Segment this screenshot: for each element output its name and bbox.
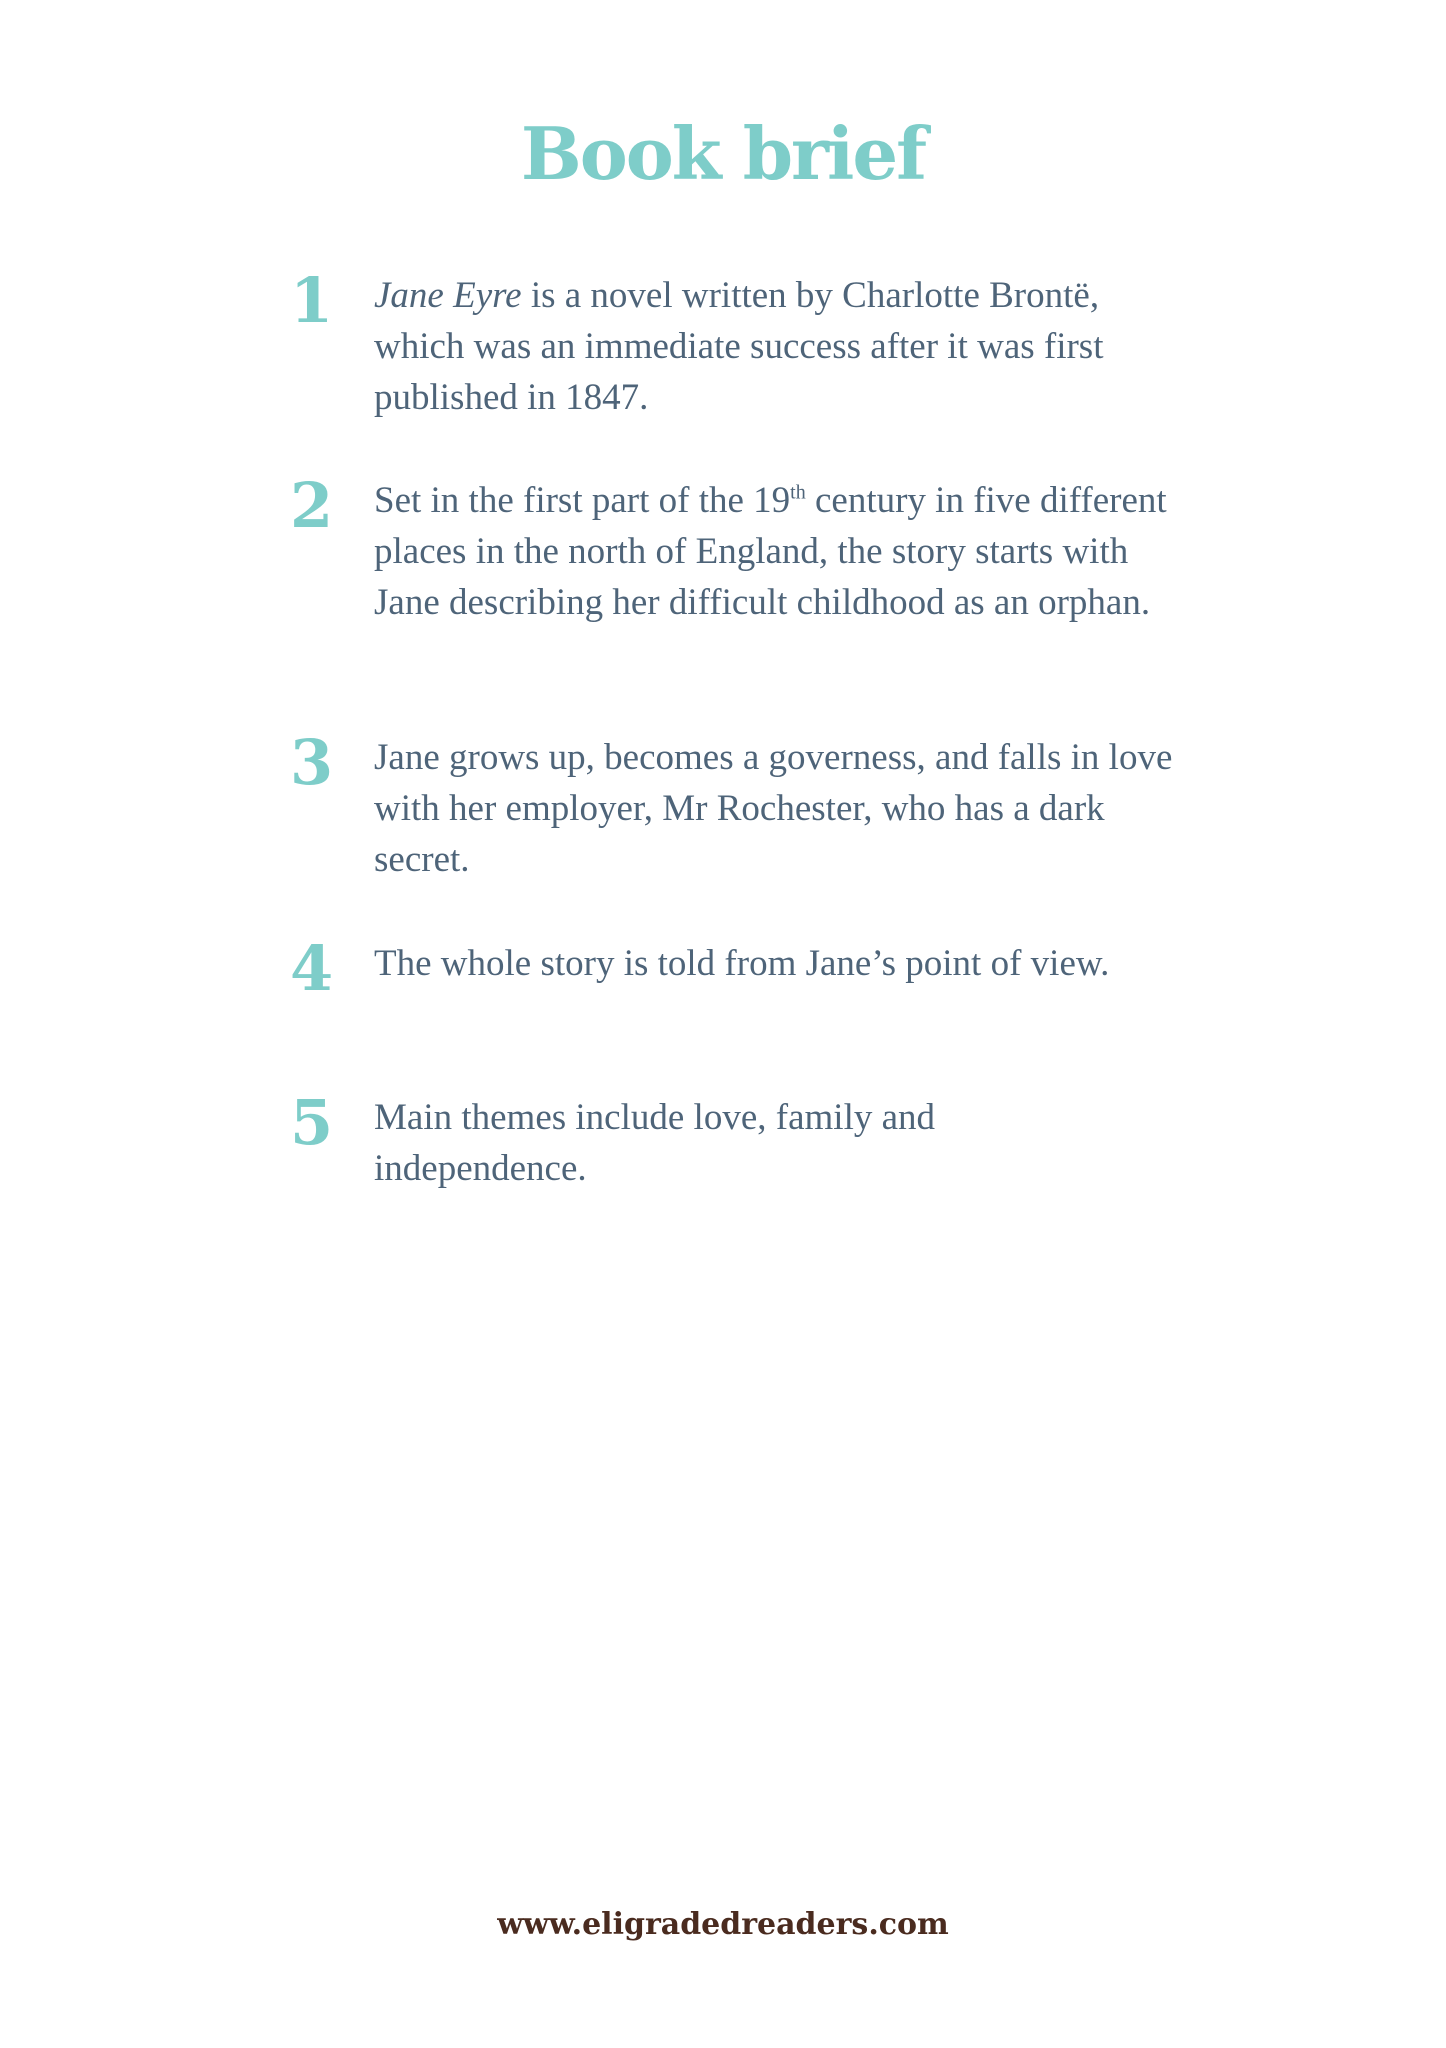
item-text: The whole story is told from Jane’s point of view. — [374, 943, 1110, 984]
item-number: 3 — [290, 726, 334, 799]
book-title: Jane Eyre — [374, 275, 522, 316]
item-text: Jane Eyre is a novel written by Charlotte Brontë, which was an immediate success after it was first published in 1847. — [374, 275, 1104, 418]
item-number: 2 — [290, 469, 334, 542]
ordinal-suffix: th — [790, 481, 806, 504]
item-number: 5 — [290, 1086, 334, 1159]
item-text: Set in the first part of the 19th century in five different places in the north of England, the story starts with Jane describing her difficult childhood as an orphan. — [374, 480, 1167, 623]
item-number: 4 — [290, 932, 334, 1005]
page-title: Book brief — [520, 111, 926, 196]
website-link[interactable]: www.eligradedreaders.com — [497, 1907, 949, 1942]
item-number: 1 — [290, 264, 334, 337]
item-text: Jane grows up, becomes a governess, and falls in love with her employer, Mr Rochester, who has a dark secret. — [374, 737, 1173, 880]
item-text: Main themes include love, family and independence. — [374, 1097, 936, 1189]
